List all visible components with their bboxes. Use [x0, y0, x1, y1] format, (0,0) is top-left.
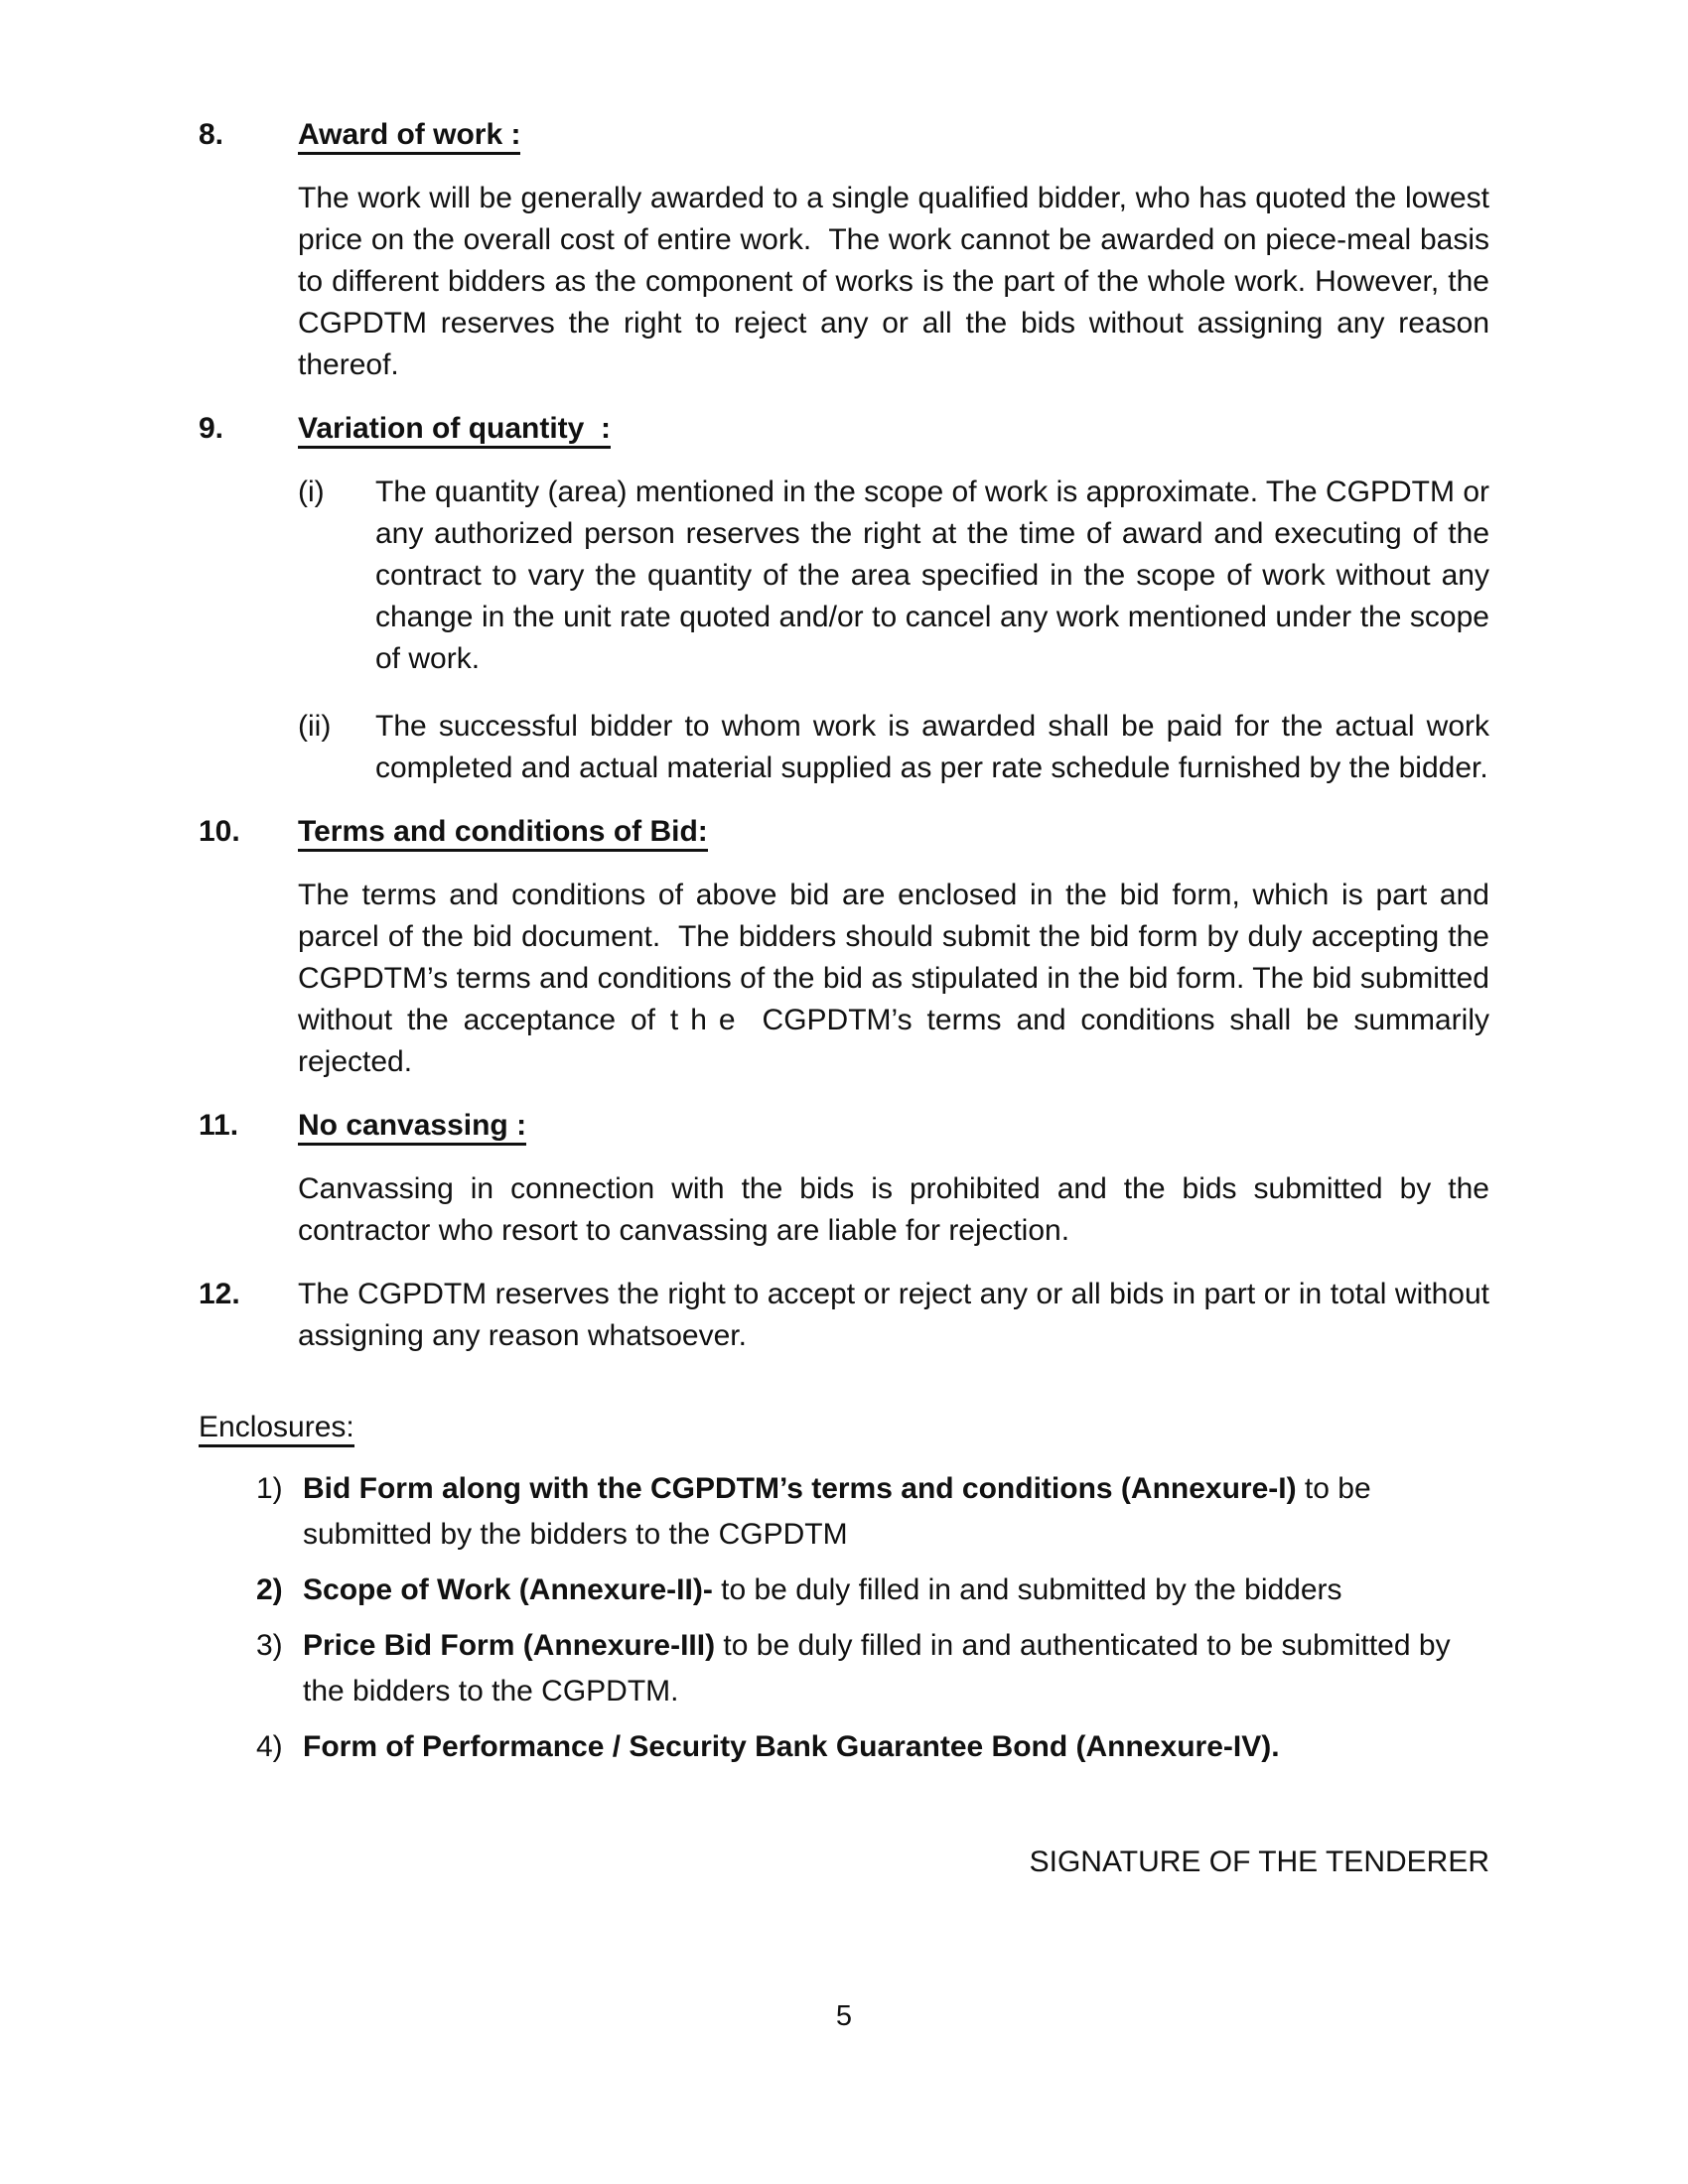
- section-8-paragraph: The work will be generally awarded to a single qualified bidder, who has quoted the lowest price on the overall cost of entire work. The work cannot be awarded on piece-meal basis to different bidders as the component of works is the part of the whole work. However, the CGPDTM reserves the right to reject any or all the bids without assigning any reason thereof.: [298, 182, 1489, 381]
- section-10-paragraph: The terms and conditions of above bid are enclosed in the bid form, which is part and parcel of the bid document. The bidders should submit the bid form by duly accepting the CGPDTM’s terms and conditions of the bid as stipulated in the bid form. The bid submitted without the acceptance of the CGPDTM’s terms and conditions shall be summarily rejected.: [298, 879, 1490, 1078]
- enclosure-item-1: [256, 1466, 1489, 1558]
- enclosure-item-3-number: 3): [256, 1629, 283, 1662]
- section-11: [199, 1105, 1489, 1252]
- section-12: [199, 1274, 1489, 1357]
- section-11-number: 11.: [199, 1109, 239, 1142]
- section-12-paragraph: The CGPDTM reserves the right to accept or reject any or all bids in part or in total without assigning any reason whatsoever.: [298, 1278, 1489, 1352]
- section-9-item-i-number: (i): [298, 476, 325, 508]
- section-9-item-ii-text: The successful bidder to whom work is awarded shall be paid for the actual work completed and actual material supplied as per rate schedule furnished by the bidder.: [375, 710, 1489, 784]
- enclosures-heading: Enclosures:: [199, 1405, 1489, 1450]
- enclosure-item-3-text: Price Bid Form (Annexure-III) to be duly filled in and authenticated to be submitted by the bidders to the CGPDTM.: [303, 1629, 1451, 1707]
- section-11-heading: No canvassing :: [298, 1105, 1489, 1147]
- section-10-heading: Terms and conditions of Bid:: [298, 811, 1489, 853]
- document-content: [199, 114, 1489, 1883]
- section-9-number: 9.: [199, 412, 224, 445]
- section-11-paragraph: Canvassing in connection with the bids is prohibited and the bids submitted by the contractor who resort to canvassing are liable for rejection.: [298, 1172, 1489, 1247]
- enclosure-item-2-number: 2): [256, 1573, 283, 1606]
- section-9-item-ii: [298, 706, 1489, 789]
- section-12-number: 12.: [199, 1278, 240, 1310]
- section-10: [199, 811, 1489, 1083]
- section-9-item-i-text: The quantity (area) mentioned in the scope of work is approximate. The CGPDTM or any authorized person reserves the right at the time of award and executing of the contract to vary the quantity of the area specified in the scope of work without any change in the unit rate quoted and/or to cancel any work mentioned under the scope of work.: [375, 476, 1489, 675]
- spaced-word: the: [669, 1004, 748, 1036]
- enclosures: [199, 1405, 1489, 1770]
- section-9-item-ii-number: (ii): [298, 710, 332, 743]
- signature-line: SIGNATURE OF THE TENDERER: [1029, 1845, 1489, 1878]
- section-8: [199, 114, 1489, 386]
- section-9: [199, 408, 1489, 789]
- section-10-number: 10.: [199, 815, 240, 848]
- enclosure-item-1-text: Bid Form along with the CGPDTM’s terms and conditions (Annexure-I) to be submitted by the bidders to the CGPDTM: [303, 1472, 1371, 1551]
- enclosure-item-4-number: 4): [256, 1730, 283, 1763]
- section-8-number: 8.: [199, 118, 224, 151]
- section-8-heading: Award of work :: [298, 114, 1489, 156]
- enclosure-item-1-number: 1): [256, 1472, 283, 1505]
- enclosure-item-2: [256, 1568, 1489, 1613]
- section-9-item-i: [298, 472, 1489, 680]
- enclosure-item-4: [256, 1724, 1489, 1770]
- enclosure-item-2-text: Scope of Work (Annexure-II)- to be duly filled in and submitted by the bidders: [303, 1573, 1342, 1606]
- section-9-heading: Variation of quantity :: [298, 408, 1489, 450]
- page-number: 5: [835, 2000, 853, 2032]
- enclosure-item-4-text: Form of Performance / Security Bank Guarantee Bond (Annexure-IV).: [303, 1730, 1280, 1763]
- enclosure-item-3: [256, 1623, 1489, 1714]
